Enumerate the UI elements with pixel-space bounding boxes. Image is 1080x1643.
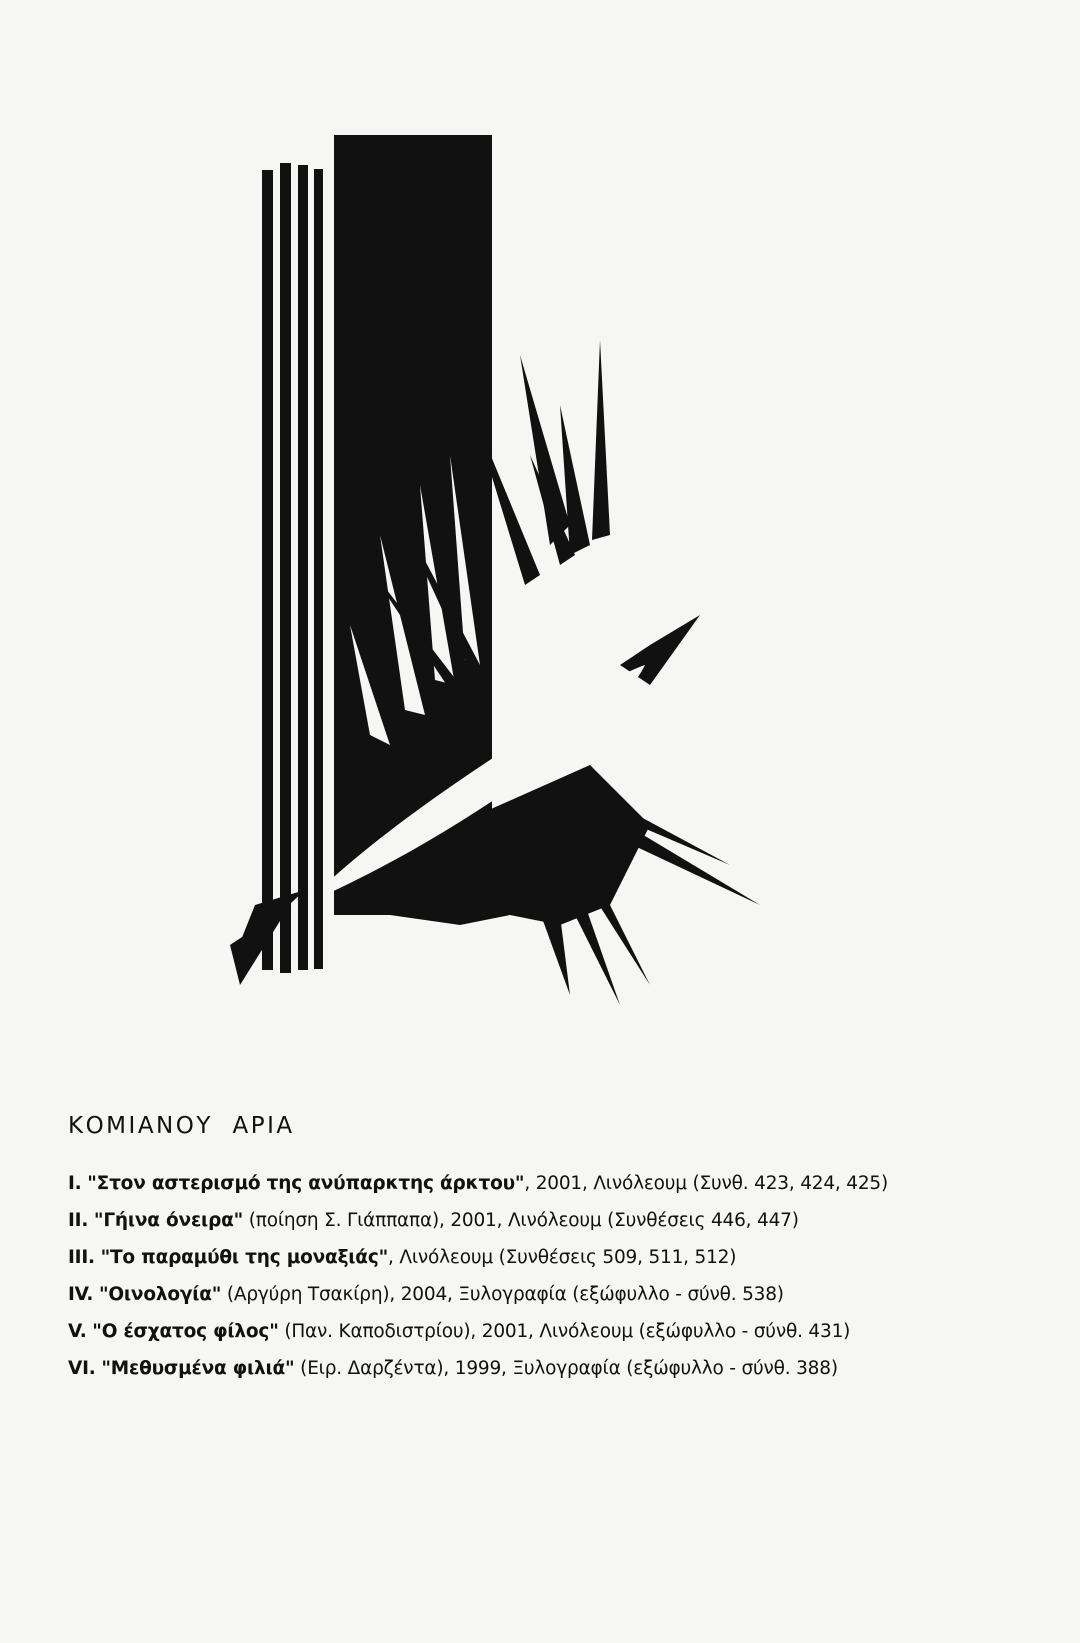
list-item [68, 1165, 888, 1202]
work-details: , 2001, Λινόλεουμ (Συνθ. 423, 424, 425) [524, 1173, 889, 1194]
artist-name: ΚΟΜΙΑΝΟΥ ΑΡΙΑ [68, 1113, 295, 1139]
works-list [68, 1165, 888, 1387]
work-number: V. [68, 1321, 87, 1342]
linocut-bird-icon [230, 125, 810, 1030]
work-number: II. [68, 1210, 89, 1231]
work-details: (Ειρ. Δαρζέντα), 1999, Ξυλογραφία (εξώφυλλο - σύνθ. 388) [294, 1358, 838, 1379]
work-title: "Στον αστερισμό της ανύπαρκτης άρκτου" [87, 1173, 525, 1194]
work-details: , Λινόλεουμ (Συνθέσεις 509, 511, 512) [388, 1247, 737, 1268]
work-number: IV. [68, 1284, 94, 1305]
work-details: (Παν. Καποδιστρίου), 2001, Λινόλεουμ (εξώφυλλο - σύνθ. 431) [278, 1321, 851, 1342]
work-details: (Αργύρη Τσακίρη), 2004, Ξυλογραφία (εξώφυλλο - σύνθ. 538) [221, 1284, 784, 1305]
work-number: VI. [68, 1358, 96, 1379]
work-title: "Το παραμύθι της μοναξιάς" [100, 1247, 389, 1268]
work-number: I. [68, 1173, 82, 1194]
work-title: "Γήινα όνειρα" [93, 1210, 244, 1231]
list-item [68, 1313, 888, 1350]
list-item [68, 1202, 888, 1239]
list-item [68, 1239, 888, 1276]
work-title: "Μεθυσμένα φιλιά" [101, 1358, 295, 1379]
work-title: "Ο έσχατος φίλος" [92, 1321, 279, 1342]
work-details: (ποίηση Σ. Γιάππαπα), 2001, Λινόλεουμ (Συνθέσεις 446, 447) [243, 1210, 799, 1231]
list-item [68, 1350, 888, 1387]
work-number: III. [68, 1247, 95, 1268]
list-item [68, 1276, 888, 1313]
work-title: "Οινολογία" [98, 1284, 222, 1305]
